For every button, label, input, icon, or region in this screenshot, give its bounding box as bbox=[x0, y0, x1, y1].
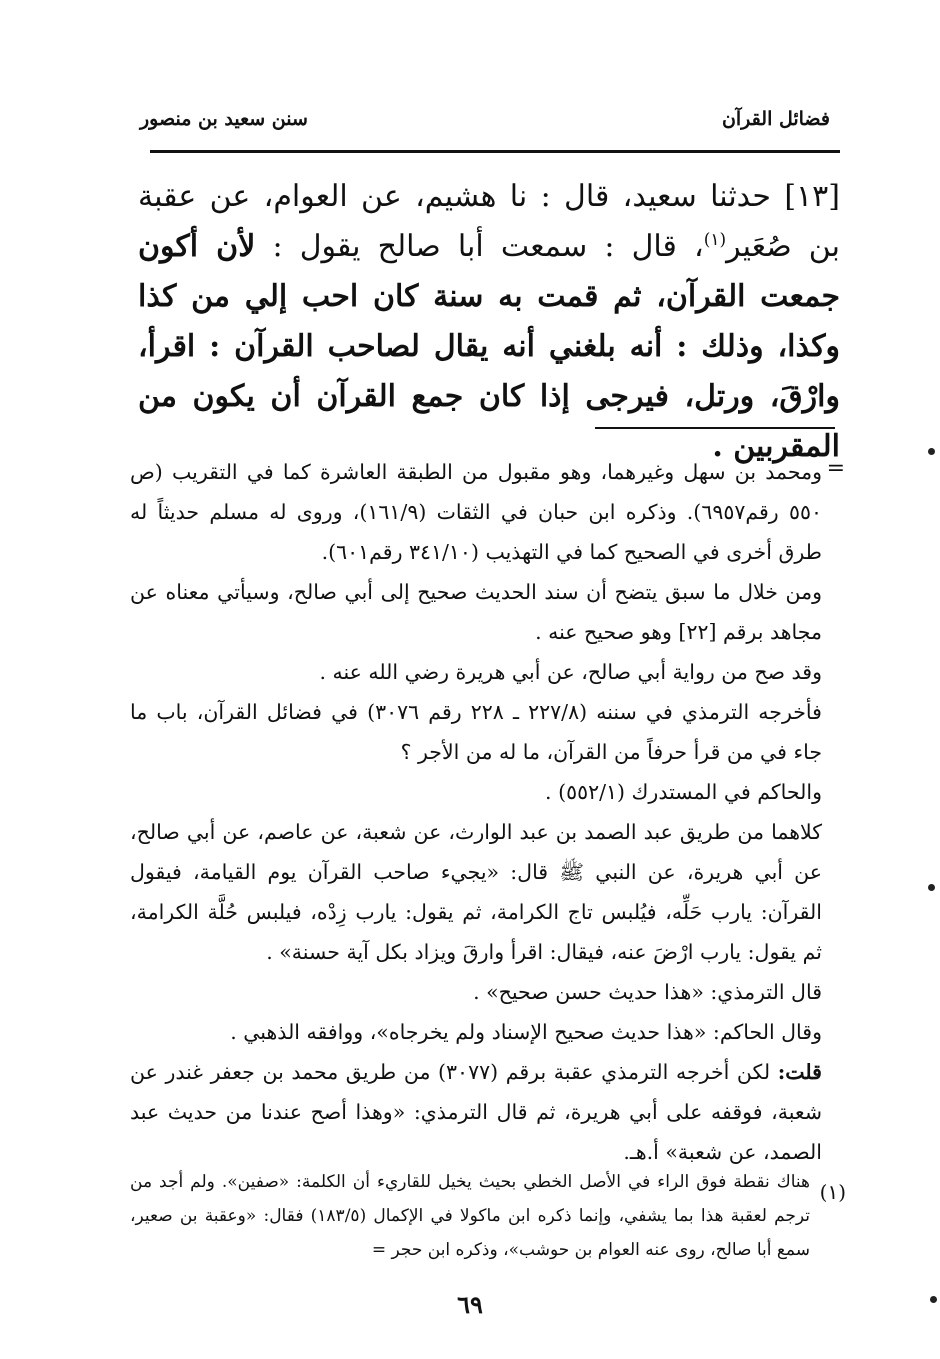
margin-dot bbox=[930, 1296, 937, 1303]
qult-label: قلت: bbox=[777, 1060, 822, 1084]
page-number: ٦٩ bbox=[457, 1290, 483, 1319]
qult-paragraph bbox=[130, 1052, 822, 1172]
qult-text: لكن أخرجه الترمذي عقبة برقم (٣٠٧٧) من طريق محمد بن جعفر غندر عن شعبة، فوقفه على أبي هريرة، ثم قال الترمذي: «وهذا أصح عندنا من حديث عبد الصمد، عن شعبة» أ.هـ. bbox=[130, 1060, 822, 1164]
hadith-matn: لأن أكون جمعت القرآن، ثم قمت به سنة كان احب إلي من كذا وكذا، وذلك : أنه بلغني أنه يقال لصاحب القرآن : اقرأ، وارْقَ، ورتل، فيرجى إذا كان جمع القرآن أن يكون من المقربين . bbox=[138, 229, 840, 464]
note-paragraph: فأخرجه الترمذي في سننه (٢٢٧/٨ ـ ٢٢٨ رقم ٣٠٧٦) في فضائل القرآن، باب ما جاء في من قرأ حرفاً من القرآن، ما له من الأجر ؟ bbox=[130, 700, 822, 764]
hadith-chain-2: ، قال : سمعت أبا صالح يقول : bbox=[255, 229, 704, 264]
footnote-number: (١) bbox=[819, 1180, 846, 1204]
note-paragraph: ومحمد بن سهل وغيرهما، وهو مقبول من الطبقة العاشرة كما في التقريب (ص ٥٥٠ رقم٦٩٥٧). وذكره ابن حبان في الثقات (١٦١/٩)، وروى له مسلم حديثاً له طرق أخرى في الصحيح كما في التهذيب (٣٤١/١٠ رقم٦٠١). bbox=[130, 460, 823, 564]
note-paragraph: ومن خلال ما سبق يتضح أن سند الحديث صحيح إلى أبي صالح، وسيأتي معناه عن مجاهد برقم [٢٢] وهو صحيح عنه . bbox=[130, 580, 822, 644]
footnote-reference: (١) bbox=[703, 230, 727, 250]
note-paragraph: وقد صح من رواية أبي صالح، عن أبي هريرة رضي الله عنه . bbox=[319, 660, 822, 684]
footnote bbox=[130, 1165, 810, 1267]
section-title: فضائل القرآن bbox=[721, 108, 830, 130]
margin-dot bbox=[928, 448, 935, 455]
note-paragraph: قال الترمذي: «هذا حديث حسن صحيح» . bbox=[473, 980, 822, 1004]
footnote-text: هناك نقطة فوق الراء في الأصل الخطي بحيث يخيل للقاريء أن الكلمة: «صفين». ولم أجد من ترجم لعقبة هذا بما يشفي، وإنما ذكره ابن ماكولا في الإكمال (١٨٣/٥) فقال: «وعقبة بن صعير، سمع أبا صالح، روى عنه العوام بن حوشب»، وذكره ابن حجر = bbox=[130, 1172, 811, 1260]
hadith-number: [١٣] bbox=[784, 179, 840, 214]
margin-dot bbox=[928, 884, 935, 891]
continuation-mark: = bbox=[826, 456, 845, 481]
notes-block bbox=[130, 452, 822, 1172]
hadith-chain: حدثنا سعيد، قال : نا هشيم، عن العوام، عن عقبة بن صُعَير bbox=[138, 179, 840, 264]
note-paragraph: وقال الحاكم: «هذا حديث صحيح الإسناد ولم يخرجاه»، ووافقه الذهبي . bbox=[230, 1020, 822, 1044]
note-paragraph: والحاكم في المستدرك (٥٥٢/١) . bbox=[545, 780, 822, 804]
note-paragraph: كلاهما من طريق عبد الصمد بن عبد الوارث، عن شعبة، عن عاصم، عن أبي صالح، عن أبي هريرة، عن النبي ﷺ قال: «يجيء صاحب القرآن يوم القيامة، فيقول القرآن: يارب حَلِّه، فيُلبس تاج الكرامة، ثم يقول: يارب زِدْه، فيلبس حُلَّة الكرامة، ثم يقول: يارب ارْضَ عنه، فيقال: اقرأ وارقَ ويزاد بكل آية حسنة» . bbox=[130, 820, 822, 964]
book-title: سنن سعيد بن منصور bbox=[140, 108, 308, 130]
header-rule bbox=[150, 150, 840, 153]
footnote-separator bbox=[595, 427, 835, 429]
